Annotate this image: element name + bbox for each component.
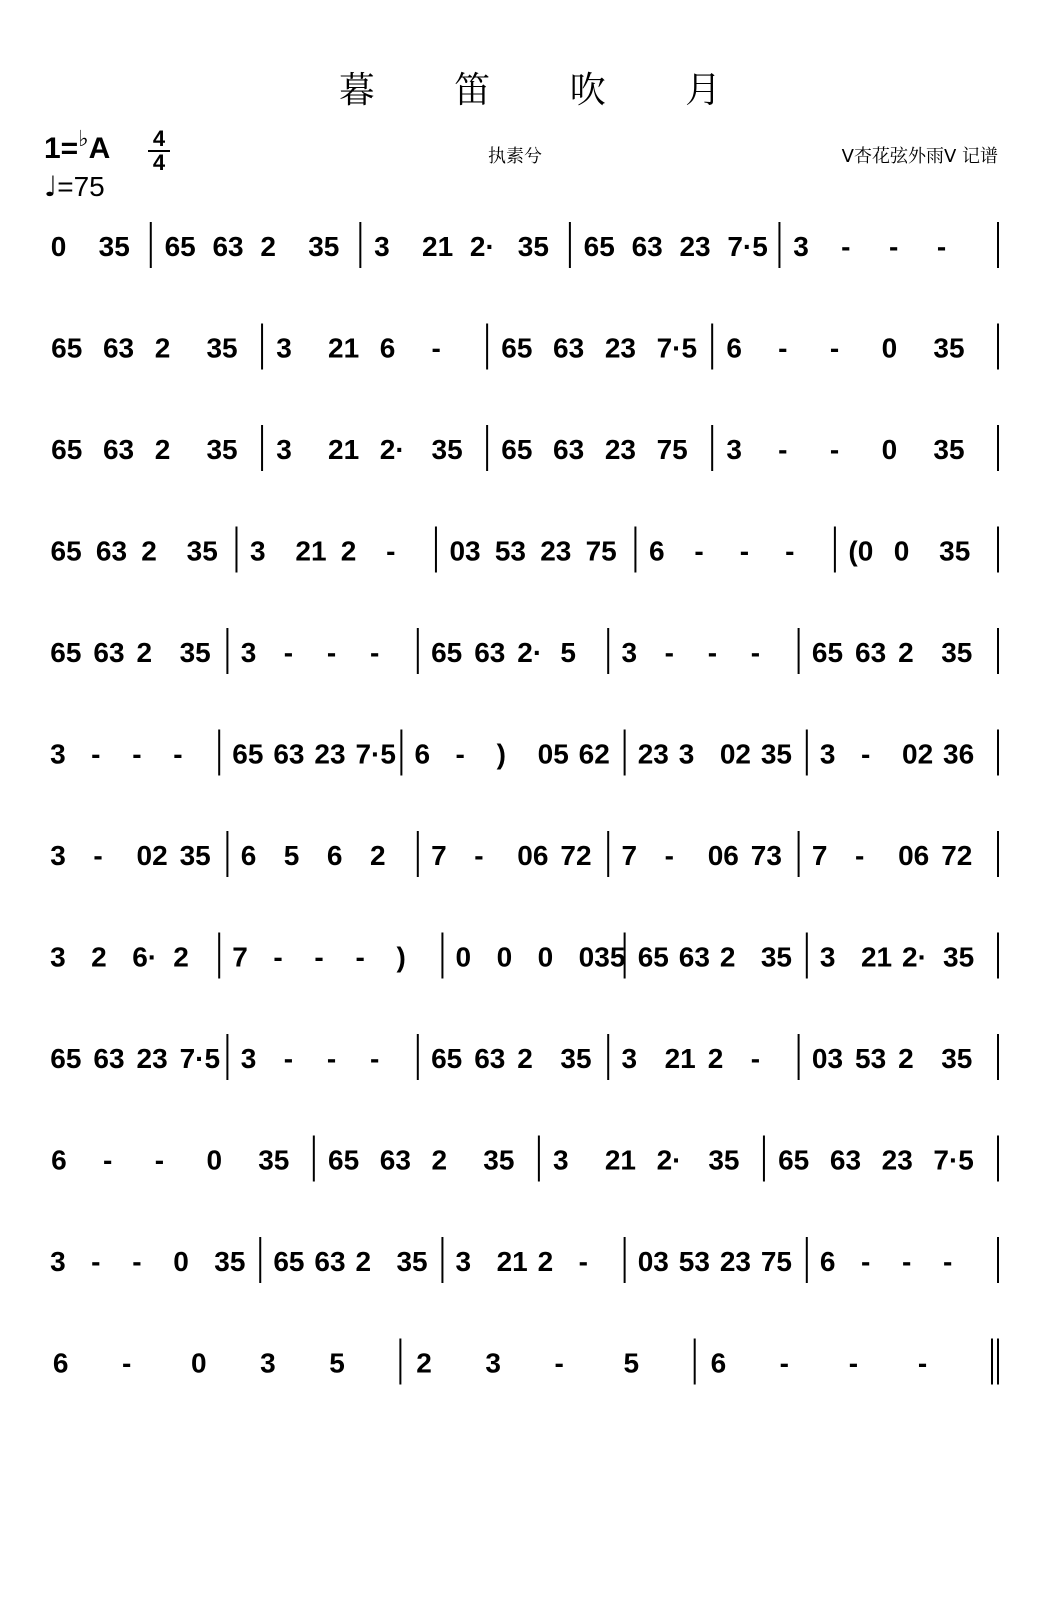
- note-group: 3: [50, 1246, 66, 1277]
- note-group: 2: [260, 231, 276, 262]
- note-group: 75: [585, 535, 617, 567]
- note-group: -: [848, 1347, 859, 1379]
- note-group: 6: [648, 535, 665, 567]
- note-group: 2: [136, 637, 153, 668]
- score-row: [51, 527, 998, 573]
- note-group: 7·5: [355, 738, 396, 770]
- note-group: 03: [637, 1246, 669, 1277]
- note-group: 35: [708, 1144, 740, 1176]
- note-group: 2: [898, 1043, 914, 1074]
- note-group: 65: [328, 1144, 360, 1176]
- note-group: 35: [431, 434, 463, 465]
- note-group: 21: [295, 535, 327, 567]
- note-group: 23: [881, 1144, 913, 1176]
- note-group: -: [314, 941, 324, 973]
- note-group: 6·: [132, 941, 158, 973]
- note-group: 23: [719, 1246, 751, 1277]
- note-group: 3: [276, 332, 292, 364]
- note-group: 53: [678, 1246, 710, 1277]
- note-group: 53: [494, 535, 527, 567]
- note-group: 35: [941, 637, 973, 668]
- note-group: 2: [154, 332, 171, 364]
- note-group: 0: [881, 434, 898, 465]
- note-group: -: [578, 1246, 589, 1277]
- note-group: 3: [621, 1043, 638, 1074]
- note-group: 6: [726, 332, 742, 364]
- note-group: 65: [50, 1043, 82, 1074]
- note-group: 7·5: [933, 1144, 974, 1176]
- note-group: 3: [50, 840, 66, 871]
- note-group: 23: [314, 738, 346, 770]
- note-group: -: [750, 1043, 761, 1074]
- note-group: 3: [485, 1347, 501, 1379]
- note-group: -: [917, 1347, 928, 1379]
- note-group: 23: [604, 332, 636, 364]
- note-group: 63: [474, 1043, 506, 1074]
- note-group: -: [829, 434, 840, 465]
- note-group: 65: [583, 231, 615, 262]
- note-group: 65: [431, 1043, 463, 1074]
- note-group: 0: [191, 1347, 207, 1379]
- note-group: 65: [501, 332, 533, 364]
- note-group: 3: [260, 1347, 276, 1379]
- note-group: 2·: [379, 434, 405, 465]
- note-group: 63: [553, 332, 585, 364]
- note-group: 5: [560, 637, 576, 668]
- note-group: 63: [631, 231, 663, 262]
- note-group: 6: [710, 1347, 727, 1379]
- note-group: 7: [811, 840, 828, 871]
- key-note: A: [88, 132, 111, 165]
- note-group: -: [273, 941, 283, 973]
- note-group: 23: [540, 535, 572, 567]
- note-group: 35: [206, 434, 238, 465]
- note-group: 3: [819, 941, 836, 973]
- note-group: 35: [560, 1043, 592, 1074]
- note-group: 35: [483, 1144, 515, 1176]
- note-group: 7: [232, 941, 248, 973]
- note-group: 65: [501, 434, 533, 465]
- note-group: 23: [136, 1043, 168, 1074]
- note-group: 21: [664, 1043, 696, 1074]
- note-group: 06: [707, 840, 739, 871]
- note-group: 2: [416, 1347, 432, 1379]
- note-group: 73: [750, 840, 782, 871]
- note-group: 35: [933, 332, 965, 364]
- note-group: 35: [760, 941, 793, 973]
- note-group: 63: [93, 1043, 125, 1074]
- note-group: 2: [91, 941, 107, 973]
- note-group: -: [370, 637, 380, 668]
- note-group: -: [778, 332, 788, 364]
- note-group: 63: [855, 637, 887, 668]
- note-group: -: [326, 1043, 337, 1074]
- note-group: 35: [98, 231, 130, 262]
- note-group: 3: [50, 738, 66, 770]
- note-group: 72: [560, 840, 592, 871]
- score-row: [51, 1136, 998, 1182]
- note-group: 21: [328, 434, 360, 465]
- note-group: 03: [811, 1043, 844, 1074]
- note-group: -: [386, 535, 396, 567]
- note-group: 21: [328, 332, 360, 364]
- note-group: 65: [51, 434, 83, 465]
- note-group: 2: [537, 1246, 554, 1277]
- note-group: 3: [819, 738, 836, 770]
- note-group: 62: [578, 738, 610, 770]
- note-group: 7: [621, 840, 638, 871]
- note-group: 65: [811, 637, 844, 668]
- note-group: 35: [517, 231, 549, 262]
- note-group: -: [102, 1144, 113, 1176]
- note-group: 0: [496, 941, 513, 973]
- time-signature-bottom: 4: [152, 150, 166, 175]
- note-group: 3: [240, 1043, 257, 1074]
- note-group: 2·: [517, 637, 543, 668]
- score-row: [51, 425, 998, 471]
- note-group: -: [739, 535, 750, 567]
- note-group: -: [554, 1347, 564, 1379]
- note-group: 63: [273, 738, 305, 770]
- note-group: 05: [537, 738, 569, 770]
- note-group: 3: [276, 434, 292, 465]
- note-group: 6: [326, 840, 343, 871]
- note-group: -: [841, 231, 851, 262]
- note-group: ): [396, 941, 406, 973]
- note-group: -: [664, 840, 674, 871]
- note-group: -: [707, 637, 718, 668]
- note-group: 35: [396, 1246, 428, 1277]
- note-group: 2: [141, 535, 157, 567]
- note-group: 35: [179, 840, 211, 871]
- note-group: 3: [553, 1144, 569, 1176]
- note-group: 5: [283, 840, 300, 871]
- note-group: 0: [206, 1144, 223, 1176]
- note-group: 3: [374, 231, 390, 262]
- note-group: 36: [943, 738, 975, 770]
- note-group: -: [936, 231, 947, 262]
- note-group: 3: [250, 535, 266, 567]
- score-row: [50, 730, 998, 776]
- note-group: 7: [431, 840, 447, 871]
- note-group: 06: [898, 840, 930, 871]
- note-group: 65: [273, 1246, 305, 1277]
- note-group: 0: [173, 1246, 189, 1277]
- note-group: -: [91, 1246, 101, 1277]
- note-group: 35: [179, 637, 211, 668]
- note-group: 2: [707, 1043, 724, 1074]
- note-group: 035: [578, 941, 626, 973]
- note-group: 02: [136, 840, 168, 871]
- note-group: -: [132, 1246, 142, 1277]
- note-group: -: [860, 1246, 871, 1277]
- note-group: 2: [340, 535, 357, 567]
- note-group: -: [431, 332, 441, 364]
- note-group: -: [785, 535, 795, 567]
- note-group: 65: [778, 1144, 810, 1176]
- note-group: 75: [656, 434, 688, 465]
- note-group: 2: [431, 1144, 448, 1176]
- note-group: 23: [637, 738, 669, 770]
- note-group: 02: [902, 738, 934, 770]
- note-group: 0: [455, 941, 472, 973]
- note-group: 63: [93, 637, 125, 668]
- key-prefix: 1=: [44, 132, 79, 165]
- note-group: 23: [604, 434, 636, 465]
- note-group: 65: [164, 231, 196, 262]
- note-group: 63: [829, 1144, 862, 1176]
- note-group: -: [173, 738, 183, 770]
- note-group: 2·: [656, 1144, 682, 1176]
- note-group: 3: [621, 637, 638, 668]
- note-group: 35: [186, 535, 218, 567]
- note-group: 3: [50, 941, 66, 973]
- note-group: 35: [941, 1043, 973, 1074]
- note-group: 35: [760, 738, 793, 770]
- note-group: 65: [232, 738, 264, 770]
- time-signature-top: 4: [152, 126, 166, 151]
- note-group: -: [355, 941, 365, 973]
- note-group: 63: [474, 637, 506, 668]
- score-row: [50, 831, 998, 877]
- note-group: -: [779, 1347, 790, 1379]
- note-group: 63: [102, 332, 135, 364]
- note-group: (0: [848, 535, 874, 567]
- transcriber: V杏花弦外雨V 记谱: [841, 146, 998, 167]
- note-group: 35: [214, 1246, 246, 1277]
- note-group: 03: [449, 535, 481, 567]
- note-group: -: [91, 738, 101, 770]
- note-group: 35: [258, 1144, 290, 1176]
- note-group: 6: [240, 840, 257, 871]
- note-group: 0: [50, 231, 67, 262]
- note-group: 6: [819, 1246, 836, 1277]
- note-group: 6: [379, 332, 396, 364]
- note-group: 02: [719, 738, 751, 770]
- note-group: -: [474, 840, 484, 871]
- note-group: -: [132, 738, 142, 770]
- note-group: 2·: [469, 231, 495, 262]
- note-group: 65: [431, 637, 463, 668]
- note-group: 7·5: [656, 332, 698, 364]
- note-group: 7·5: [727, 231, 768, 262]
- note-group: 63: [212, 231, 244, 262]
- note-group: 21: [496, 1246, 528, 1277]
- note-group: 3: [726, 434, 742, 465]
- score-row: [51, 324, 998, 370]
- note-group: -: [750, 637, 761, 668]
- tempo-value: =75: [57, 171, 105, 202]
- note-group: -: [943, 1246, 953, 1277]
- score-row: [53, 1339, 998, 1385]
- note-group: 35: [308, 231, 340, 262]
- note-group: 63: [95, 535, 128, 567]
- note-group: -: [829, 332, 840, 364]
- score-row: [50, 933, 998, 979]
- note-group: -: [902, 1246, 912, 1277]
- note-group: 35: [933, 434, 965, 465]
- note-group: 2·: [902, 941, 927, 973]
- note-group: 2: [154, 434, 171, 465]
- note-group: 0: [881, 332, 898, 364]
- note-group: 23: [679, 231, 711, 262]
- note-group: 3: [455, 1246, 472, 1277]
- note-group: 65: [50, 637, 82, 668]
- note-group: 3: [793, 231, 809, 262]
- note-group: 21: [860, 941, 893, 973]
- note-group: 0: [537, 941, 554, 973]
- note-group: 2: [355, 1246, 372, 1277]
- note-group: 6: [51, 1144, 67, 1176]
- score-title: 暮 笛 吹 月: [338, 70, 756, 111]
- note-group: 21: [422, 231, 454, 262]
- flat-sign: ♭: [78, 126, 89, 151]
- note-group: 53: [855, 1043, 887, 1074]
- note-group: 2: [370, 840, 386, 871]
- note-group: 2: [898, 637, 914, 668]
- note-group: -: [283, 1043, 294, 1074]
- note-group: -: [370, 1043, 380, 1074]
- note-group: -: [455, 738, 465, 770]
- note-group: 7·5: [179, 1043, 221, 1074]
- score-row: [50, 628, 998, 674]
- note-group: 2: [517, 1043, 533, 1074]
- note-group: 65: [51, 332, 83, 364]
- note-group: -: [855, 840, 865, 871]
- note-group: 63: [379, 1144, 411, 1176]
- note-group: 65: [637, 941, 669, 973]
- note-group: 35: [939, 535, 971, 567]
- note-group: -: [326, 637, 337, 668]
- note-group: -: [664, 637, 674, 668]
- note-group: 63: [553, 434, 585, 465]
- note-group: 6: [414, 738, 431, 770]
- note-group: 35: [943, 941, 975, 973]
- note-group: -: [778, 434, 788, 465]
- note-group: 63: [314, 1246, 346, 1277]
- note-group: 2: [173, 941, 189, 973]
- score-row: [51, 222, 998, 268]
- note-group: 5: [329, 1347, 345, 1379]
- note-group: 65: [50, 535, 82, 567]
- note-group: -: [283, 637, 294, 668]
- note-group: -: [93, 840, 103, 871]
- quarter-note-icon: ♩: [44, 170, 58, 203]
- note-group: 6: [52, 1347, 69, 1379]
- note-group: 2: [719, 941, 736, 973]
- note-group: 72: [941, 840, 973, 871]
- note-group: 5: [623, 1347, 640, 1379]
- note-group: -: [121, 1347, 132, 1379]
- note-group: -: [154, 1144, 165, 1176]
- note-group: 75: [760, 1246, 793, 1277]
- note-group: 0: [893, 535, 910, 567]
- score-row: [50, 1237, 998, 1283]
- note-group: 35: [206, 332, 238, 364]
- note-group: 63: [102, 434, 135, 465]
- lyricist: 执素兮: [488, 146, 542, 167]
- note-group: ): [496, 738, 506, 770]
- score-row: [50, 1034, 998, 1080]
- note-group: 3: [240, 637, 257, 668]
- note-group: 06: [517, 840, 549, 871]
- note-group: -: [860, 738, 871, 770]
- note-group: -: [694, 535, 704, 567]
- note-group: 3: [678, 738, 695, 770]
- note-group: 63: [678, 941, 710, 973]
- note-group: 21: [604, 1144, 636, 1176]
- note-group: -: [889, 231, 899, 262]
